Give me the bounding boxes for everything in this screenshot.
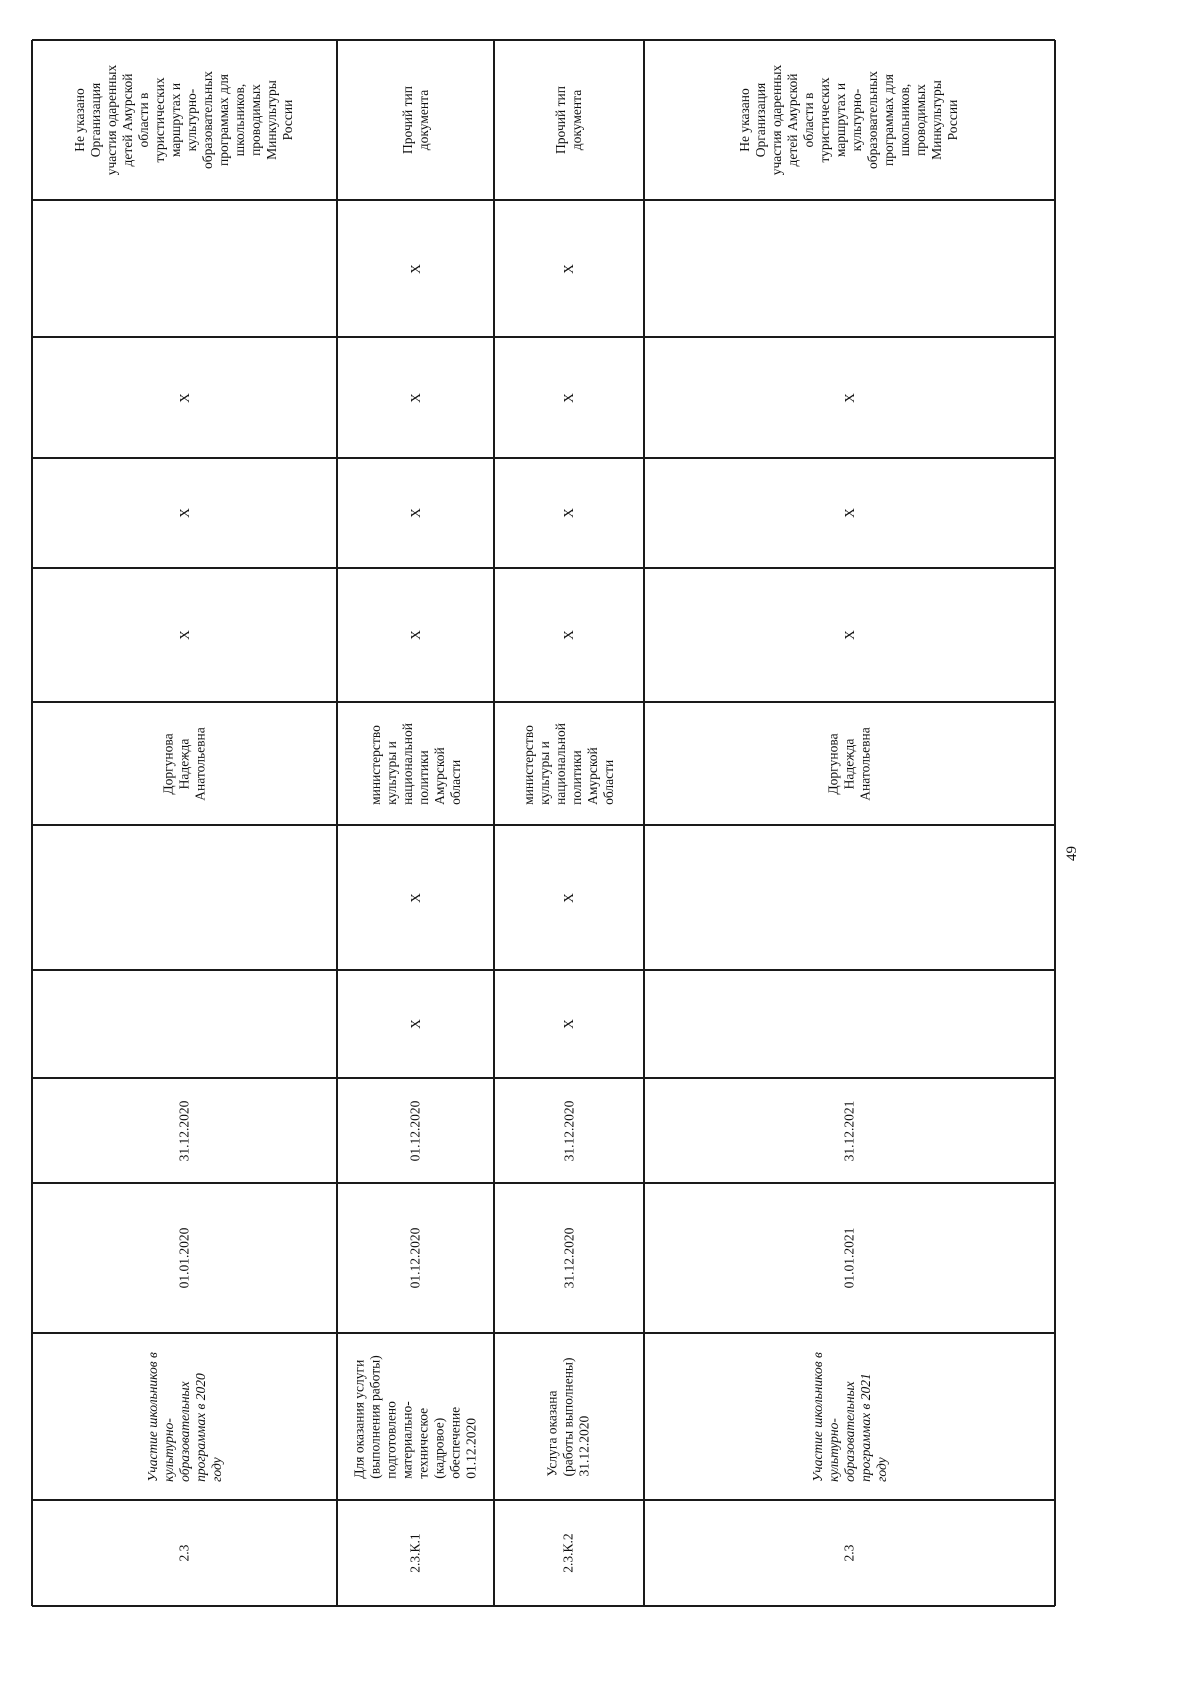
- cell-text-start: 01.01.2021: [841, 1227, 857, 1289]
- cell-text-x1: X: [407, 1019, 423, 1029]
- cell-text-m1: X: [176, 630, 192, 640]
- table-cell-end: [644, 1078, 1055, 1183]
- cell-text-responsible: министерство культуры и национальной политики Амурской области: [521, 722, 616, 805]
- table-cell-id: [32, 1500, 337, 1606]
- cell-text-m3: X: [841, 392, 857, 403]
- cell-text-m3: X: [176, 392, 192, 403]
- table-cell-doc: [644, 40, 1055, 200]
- cell-text-responsible: министерство культуры и национальной политики Амурской области: [367, 722, 463, 805]
- table-cell-m2: [337, 458, 494, 568]
- table-cell-m1: [644, 568, 1055, 702]
- table-cell-m3: [494, 337, 644, 458]
- table-cell-m4: [32, 200, 337, 337]
- cell-text-id: 2.3.К.2: [560, 1533, 576, 1573]
- table-cell-end: [337, 1078, 494, 1183]
- table-cell-doc: [494, 40, 644, 200]
- cell-text-x1: X: [561, 1019, 576, 1029]
- table-cell-m3: [644, 337, 1055, 458]
- table-cell-m1: [32, 568, 337, 702]
- cell-text-m3: X: [561, 392, 576, 403]
- table-cell-x1: [32, 970, 337, 1078]
- table-cell-m4: [337, 200, 494, 337]
- cell-text-end: 31.12.2020: [561, 1100, 576, 1161]
- cell-text-m2: X: [407, 508, 423, 518]
- cell-text-m1: X: [561, 630, 576, 640]
- cell-text-id: 2.3.К.1: [407, 1533, 423, 1573]
- cell-text-name: Услуга оказана (работы выполнены) 31.12.2020: [544, 1356, 592, 1477]
- table-cell-responsible: [32, 702, 337, 825]
- cell-text-responsible: Доргунова Надежда Анатольевна: [160, 726, 208, 801]
- cell-text-m4: X: [561, 263, 576, 274]
- table-cell-m2: [32, 458, 337, 568]
- cell-text-responsible: Доргунова Надежда Анатольевна: [825, 726, 873, 801]
- table-cell-x1: [337, 970, 494, 1078]
- cell-text-name: Для оказания услуги (выполнения работы) подготовлено материально- техническое (кадровое) обеспечение 01.12.2020: [351, 1354, 479, 1479]
- cell-text-doc: Не указано Организация участия одаренных детей Амурской области в туристических маршрутах и культурно- образовательных программах для школьников, проводимых Минкультуры России: [72, 64, 296, 176]
- table-cell-x2: [644, 825, 1055, 970]
- cell-text-doc: Не указано Организация участия одаренных детей Амурской области в туристических маршрутах и культурно- образовательных программах для школьников, проводимых Минкультуры России: [737, 64, 961, 176]
- cell-text-name: Участие школьников в культурно- образовательных программах в 2020 году: [144, 1351, 224, 1482]
- cell-text-doc: Прочий тип документа: [399, 86, 431, 154]
- table-cell-x1: [494, 970, 644, 1078]
- cell-text-m2: X: [561, 508, 576, 518]
- table-cell-doc: [32, 40, 337, 200]
- cell-text-x2: X: [407, 892, 423, 903]
- table-cell-x2: [337, 825, 494, 970]
- table-cell-m1: [337, 568, 494, 702]
- table-cell-x2: [32, 825, 337, 970]
- table-cell-name: [32, 1333, 337, 1500]
- table-cell-responsible: [494, 702, 644, 825]
- cell-text-end: 31.12.2020: [176, 1100, 192, 1161]
- table-cell-m2: [644, 458, 1055, 568]
- cell-text-x2: X: [561, 892, 576, 903]
- cell-text-m4: X: [407, 263, 423, 274]
- table-cell-x1: [644, 970, 1055, 1078]
- table-cell-id: [494, 1500, 644, 1606]
- cell-text-end: 01.12.2020: [407, 1100, 423, 1161]
- table-cell-m4: [494, 200, 644, 337]
- cell-text-start: 31.12.2020: [561, 1227, 576, 1289]
- table-cell-start: [494, 1183, 644, 1333]
- table-cell-end: [494, 1078, 644, 1183]
- plan-table: [32, 40, 1055, 1606]
- table-cell-start: [32, 1183, 337, 1333]
- table-cell-id: [644, 1500, 1055, 1606]
- cell-text-m2: X: [841, 508, 857, 518]
- table-cell-m1: [494, 568, 644, 702]
- table-cell-responsible: [337, 702, 494, 825]
- table-cell-name: [494, 1333, 644, 1500]
- table-cell-doc: [337, 40, 494, 200]
- cell-text-m3: X: [407, 392, 423, 403]
- table-cell-m2: [494, 458, 644, 568]
- cell-text-m2: X: [176, 508, 192, 518]
- table-cell-x2: [494, 825, 644, 970]
- table-cell-m3: [32, 337, 337, 458]
- table-cell-m4: [644, 200, 1055, 337]
- table-cell-start: [644, 1183, 1055, 1333]
- cell-text-start: 01.01.2020: [176, 1227, 192, 1289]
- cell-text-m1: X: [407, 630, 423, 640]
- cell-text-id: 2.3: [841, 1544, 857, 1562]
- table-cell-m3: [337, 337, 494, 458]
- table-cell-start: [337, 1183, 494, 1333]
- cell-text-id: 2.3: [176, 1544, 192, 1562]
- cell-text-name: Участие школьников в культурно- образовательных программах в 2021 году: [809, 1351, 889, 1482]
- cell-text-end: 31.12.2021: [841, 1100, 857, 1161]
- table-cell-id: [337, 1500, 494, 1606]
- cell-text-doc: Прочий тип документа: [553, 86, 584, 154]
- cell-text-m1: X: [841, 630, 857, 640]
- table-cell-name: [644, 1333, 1055, 1500]
- table-cell-responsible: [644, 702, 1055, 825]
- page-number: 49: [1064, 846, 1080, 861]
- table-cell-name: [337, 1333, 494, 1500]
- cell-text-start: 01.12.2020: [407, 1227, 423, 1289]
- table-cell-end: [32, 1078, 337, 1183]
